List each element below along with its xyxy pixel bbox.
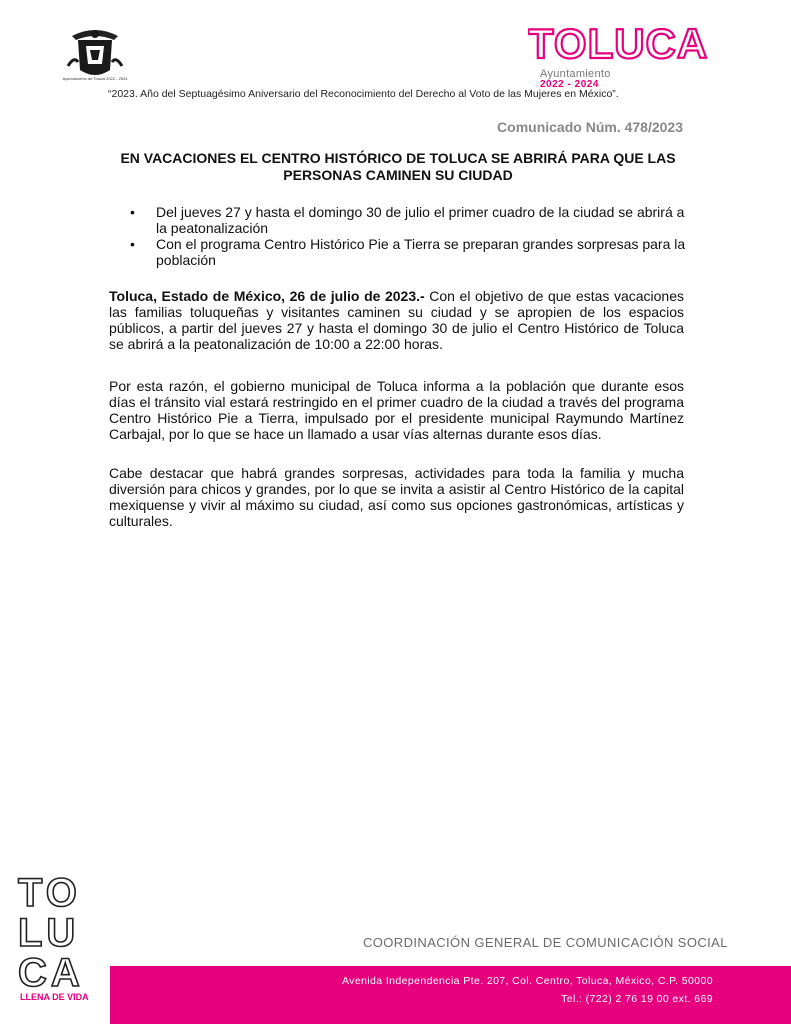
headline: EN VACACIONES EL CENTRO HISTÓRICO DE TOLUCA SE ABRIRÁ PARA QUE LAS PERSONAS CAMINEN SU CIUDAD xyxy=(120,150,676,183)
footer-logo-line: LU xyxy=(18,911,80,955)
bullet-icon: • xyxy=(130,204,135,220)
footer-logo-line: CA xyxy=(18,951,84,995)
paragraph-2: Por esta razón, el gobierno municipal de Toluca informa a la población que durante esos días el tránsito vial estará restringido en el primer cuadro de la ciudad a través del programa Centro Histórico Pie a Tierra, impulsado por el presidente municipal Raymundo Martínez Carbajal, por lo que se hace un llamado a usar vías alternas durante esos días. xyxy=(109,378,684,442)
toluca-logo xyxy=(528,24,718,64)
footer-address: Avenida Independencia Pte. 207, Col. Centro, Toluca, México, C.P. 50000 xyxy=(341,975,713,987)
list-item xyxy=(130,236,690,268)
bullet-text: Con el programa Centro Histórico Pie a Tierra se preparan grandes sorpresas para la población xyxy=(156,236,686,268)
seal-caption: Ayuntamiento de Toluca 2022 - 2024 xyxy=(62,76,128,81)
paragraph-1-body: Con el objetivo de que estas vacaciones las familias toluqueñas y visitantes caminen su ciudad y se apropien de los espacios públicos, a partir del jueves 27 y hasta el domingo 30 de julio el Centro Histórico de Toluca se abrirá a la peatonalización de 10:00 a 22:00 horas. xyxy=(109,288,685,352)
footer-phone: Tel.: (722) 2 76 19 00 ext. 669 xyxy=(561,993,713,1005)
toluca-footer-logo xyxy=(16,866,106,1002)
list-item xyxy=(130,204,690,236)
paragraph-1 xyxy=(109,288,684,352)
comunicado-number: Comunicado Núm. 478/2023 xyxy=(497,119,683,135)
bullet-text: Del jueves 27 y hasta el domingo 30 de julio el primer cuadro de la ciudad se abrirá a la peatonalización xyxy=(156,204,685,236)
ayuntamiento-years: 2022 - 2024 xyxy=(540,79,599,90)
dateline: Toluca, Estado de México, 26 de julio de 2023.- xyxy=(109,288,425,304)
bullet-icon: • xyxy=(130,236,135,252)
ayuntamiento-label: Ayuntamiento xyxy=(540,68,611,80)
coat-of-arms-icon xyxy=(64,26,126,82)
footer-logo-line: TO xyxy=(18,871,81,915)
toluca-logo-text: TOLUCA xyxy=(528,24,709,64)
footer-logo-slogan: LLENA DE VIDA xyxy=(20,992,89,1002)
year-motto: “2023. Año del Septuagésimo Aniversario del Reconocimiento del Derecho al Voto de las Mujeres en México”. xyxy=(108,88,619,100)
coordination-title: COORDINACIÓN GENERAL DE COMUNICACIÓN SOCIAL xyxy=(363,935,728,950)
paragraph-3: Cabe destacar que habrá grandes sorpresas, actividades para toda la familia y mucha diversión para chicos y grandes, por lo que se invita a asistir al Centro Histórico de la capital mexiquense y vivir al máximo su ciudad, así como sus opciones gastronómicas, artísticas y culturales. xyxy=(109,465,684,529)
bullet-list xyxy=(130,204,690,268)
